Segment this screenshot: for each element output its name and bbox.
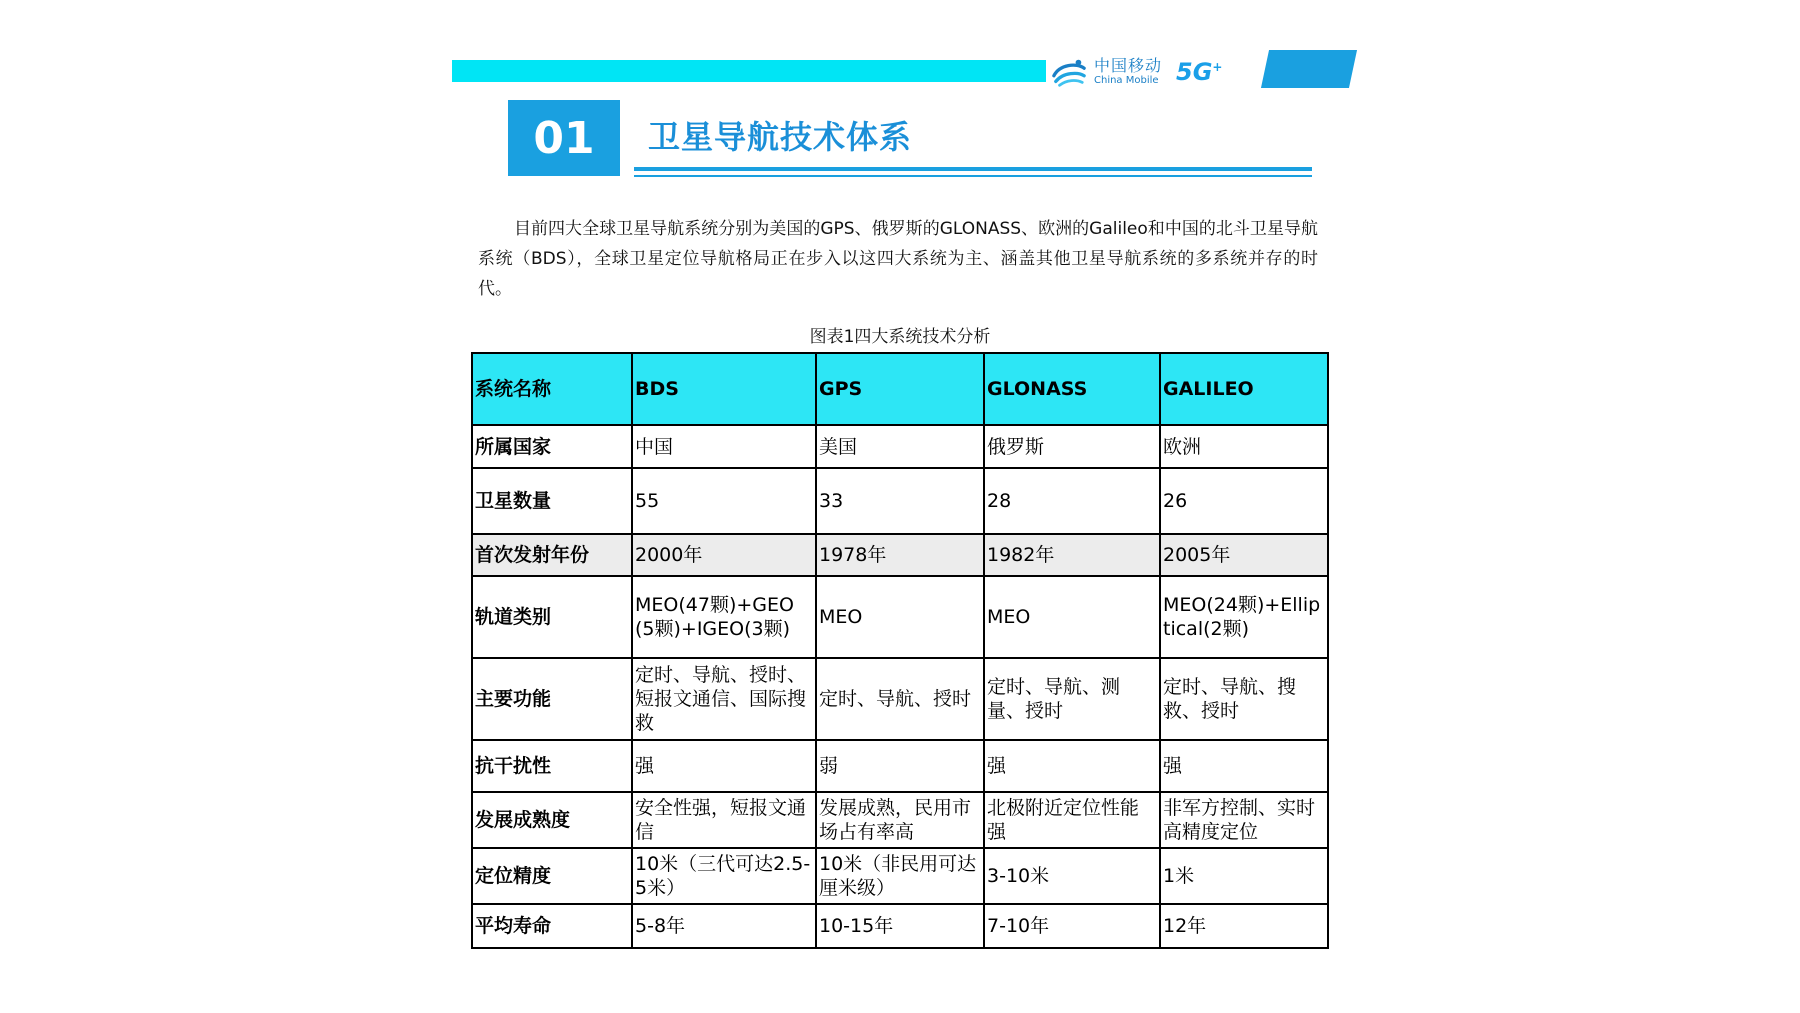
table-cell: MEO bbox=[984, 576, 1160, 658]
table-cell: 2000年 bbox=[632, 534, 816, 576]
row-label: 所属国家 bbox=[472, 425, 632, 468]
table-cell: 中国 bbox=[632, 425, 816, 468]
table-cell: 7-10年 bbox=[984, 904, 1160, 948]
row-label: 主要功能 bbox=[472, 658, 632, 740]
table-cell: 安全性强，短报文通信 bbox=[632, 792, 816, 848]
header-cell: GLONASS bbox=[984, 353, 1160, 425]
brand-logo bbox=[1050, 52, 1222, 92]
row-label: 发展成熟度 bbox=[472, 792, 632, 848]
table-row bbox=[472, 425, 1328, 468]
table-cell: MEO(24颗)+Elliptical(2颗) bbox=[1160, 576, 1328, 658]
table-cell: 3-10米 bbox=[984, 848, 1160, 904]
intro-paragraph: 目前四大全球卫星导航系统分别为美国的GPS、俄罗斯的GLONASS、欧洲的Galileo和中国的北斗卫星导航系统（BDS），全球卫星定位导航格局正在步入以这四大系统为主、涵盖其他卫星导航系统的多系统并存的时代。 bbox=[478, 219, 1318, 299]
row-label: 定位精度 bbox=[472, 848, 632, 904]
table-cell: 美国 bbox=[816, 425, 984, 468]
table-cell: 33 bbox=[816, 468, 984, 534]
table-caption: 图表1四大系统技术分析 bbox=[809, 327, 991, 347]
table-cell: 定时、导航、搜救、授时 bbox=[1160, 658, 1328, 740]
table-cell: MEO(47颗)+GEO(5颗)+IGEO(3颗) bbox=[632, 576, 816, 658]
table-row bbox=[472, 658, 1328, 740]
top-accent-bar bbox=[452, 60, 1046, 82]
table-cell: 北极附近定位性能强 bbox=[984, 792, 1160, 848]
table-cell: 定时、导航、授时 bbox=[816, 658, 984, 740]
brand-5g-text: 5G bbox=[1176, 58, 1213, 86]
table-cell: 弱 bbox=[816, 740, 984, 792]
table-row bbox=[472, 576, 1328, 658]
row-label: 抗干扰性 bbox=[472, 740, 632, 792]
table-cell: 定时、导航、测量、授时 bbox=[984, 658, 1160, 740]
title-underline-thin bbox=[634, 175, 1312, 177]
header-cell: GPS bbox=[816, 353, 984, 425]
right-accent-block bbox=[1261, 50, 1357, 88]
header-cell: GALILEO bbox=[1160, 353, 1328, 425]
table-header-row bbox=[472, 353, 1328, 425]
table-cell: 5-8年 bbox=[632, 904, 816, 948]
table-cell: 10米（非民用可达厘米级） bbox=[816, 848, 984, 904]
table-cell: 12年 bbox=[1160, 904, 1328, 948]
section-number: 01 bbox=[533, 112, 595, 164]
table-cell: 2005年 bbox=[1160, 534, 1328, 576]
section-title: 卫星导航技术体系 bbox=[648, 118, 913, 156]
title-underline bbox=[634, 167, 1312, 171]
table-cell: 1978年 bbox=[816, 534, 984, 576]
row-label: 平均寿命 bbox=[472, 904, 632, 948]
table-cell: 强 bbox=[984, 740, 1160, 792]
table-cell: 55 bbox=[632, 468, 816, 534]
row-label: 首次发射年份 bbox=[472, 534, 632, 576]
table-row bbox=[472, 740, 1328, 792]
brand-name-cn: 中国移动 bbox=[1094, 56, 1163, 75]
table-cell: 非军方控制、实时高精度定位 bbox=[1160, 792, 1328, 848]
table-cell: 定时、导航、授时、短报文通信、国际搜救 bbox=[632, 658, 816, 740]
table-cell: 欧洲 bbox=[1160, 425, 1328, 468]
table-cell: 强 bbox=[632, 740, 816, 792]
table-cell: MEO bbox=[816, 576, 984, 658]
china-mobile-logo-icon bbox=[1050, 55, 1088, 89]
table-row bbox=[472, 848, 1328, 904]
brand-name-en: China Mobile bbox=[1094, 75, 1159, 86]
systems-comparison-table bbox=[471, 352, 1329, 949]
table-row bbox=[472, 904, 1328, 948]
table-cell: 28 bbox=[984, 468, 1160, 534]
table-row bbox=[472, 468, 1328, 534]
table-row bbox=[472, 534, 1328, 576]
table-cell: 10米（三代可达2.5-5米） bbox=[632, 848, 816, 904]
table-cell: 1米 bbox=[1160, 848, 1328, 904]
table-cell: 发展成熟，民用市场占有率高 bbox=[816, 792, 984, 848]
brand-5g-sup: + bbox=[1212, 60, 1223, 74]
brand-5g-tag bbox=[1176, 58, 1222, 86]
table-row bbox=[472, 792, 1328, 848]
row-label: 卫星数量 bbox=[472, 468, 632, 534]
table-cell: 强 bbox=[1160, 740, 1328, 792]
header-cell: BDS bbox=[632, 353, 816, 425]
table-cell: 10-15年 bbox=[816, 904, 984, 948]
table-cell: 俄罗斯 bbox=[984, 425, 1160, 468]
row-label: 轨道类别 bbox=[472, 576, 632, 658]
table-cell: 26 bbox=[1160, 468, 1328, 534]
table-cell: 1982年 bbox=[984, 534, 1160, 576]
header-cell: 系统名称 bbox=[472, 353, 632, 425]
